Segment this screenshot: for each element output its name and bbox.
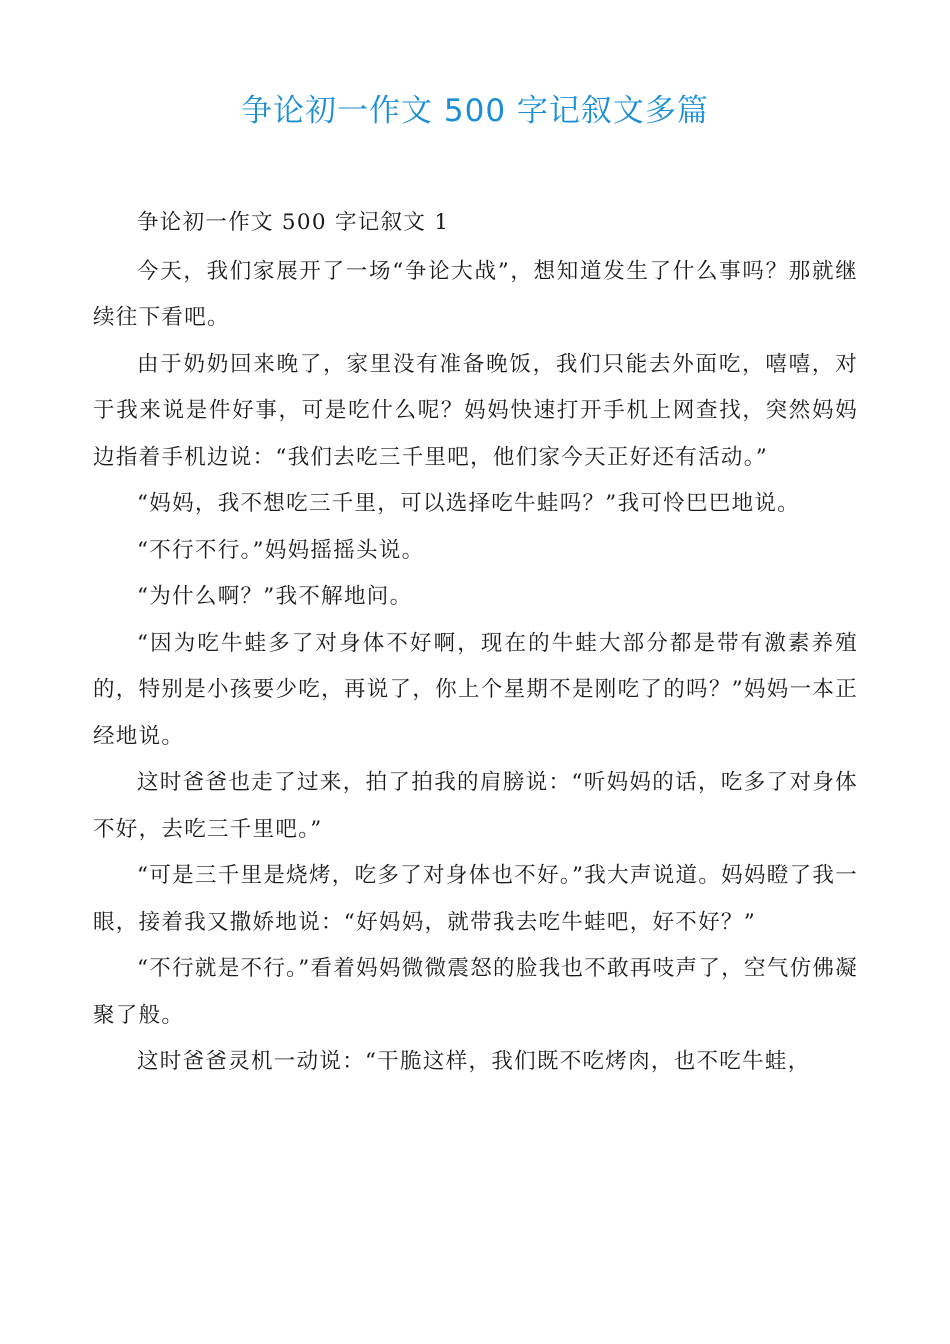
paragraph: “不行就是不行。”看着妈妈微微震怒的脸我也不敢再吱声了，空气仿佛凝聚了般。 <box>93 956 858 1028</box>
paragraph: “不行不行。”妈妈摇摇头说。 <box>137 537 425 563</box>
document-title: 争论初一作文 500 字记叙文多篇 <box>241 93 709 129</box>
paragraph: “因为吃牛蛙多了对身体不好啊，现在的牛蛙大部分都是带有激素养殖的，特别是小孩要少吃，再说了，你上个星期不是刚吃了的吗？”妈妈一本正经地说。 <box>93 630 858 749</box>
section-heading: 争论初一作文 500 字记叙文 1 <box>137 210 450 235</box>
paragraph: 今天，我们家展开了一场“争论大战”，想知道发生了什么事吗？那就继续往下看吧。 <box>93 258 858 330</box>
paragraph: 这时爸爸灵机一动说：“干脆这样，我们既不吃烤肉，也不吃牛蛙， <box>137 1049 811 1074</box>
paragraph: “可是三千里是烧烤，吃多了对身体也不好。”我大声说道。妈妈瞪了我一眼，接着我又撒娇地说：“好妈妈，就带我去吃牛蛙吧，好不好？” <box>93 863 858 935</box>
paragraph: “妈妈，我不想吃三千里，可以选择吃牛蛙吗？”我可怜巴巴地说。 <box>137 491 800 516</box>
paragraph: 由于奶奶回来晚了，家里没有准备晚饭，我们只能去外面吃，嘻嘻，对于我来说是件好事，可是吃什么呢？妈妈快速打开手机上网查找，突然妈妈边指着手机边说：“我们去吃三千里吧，他们家今天正好还有活动。” <box>93 351 858 470</box>
paragraph: “为什么啊？”我不解地问。 <box>137 584 413 609</box>
document-body <box>93 200 858 1086</box>
paragraph: 这时爸爸也走了过来，拍了拍我的肩膀说：“听妈妈的话，吃多了对身体不好，去吃三千里吧。” <box>93 770 858 842</box>
